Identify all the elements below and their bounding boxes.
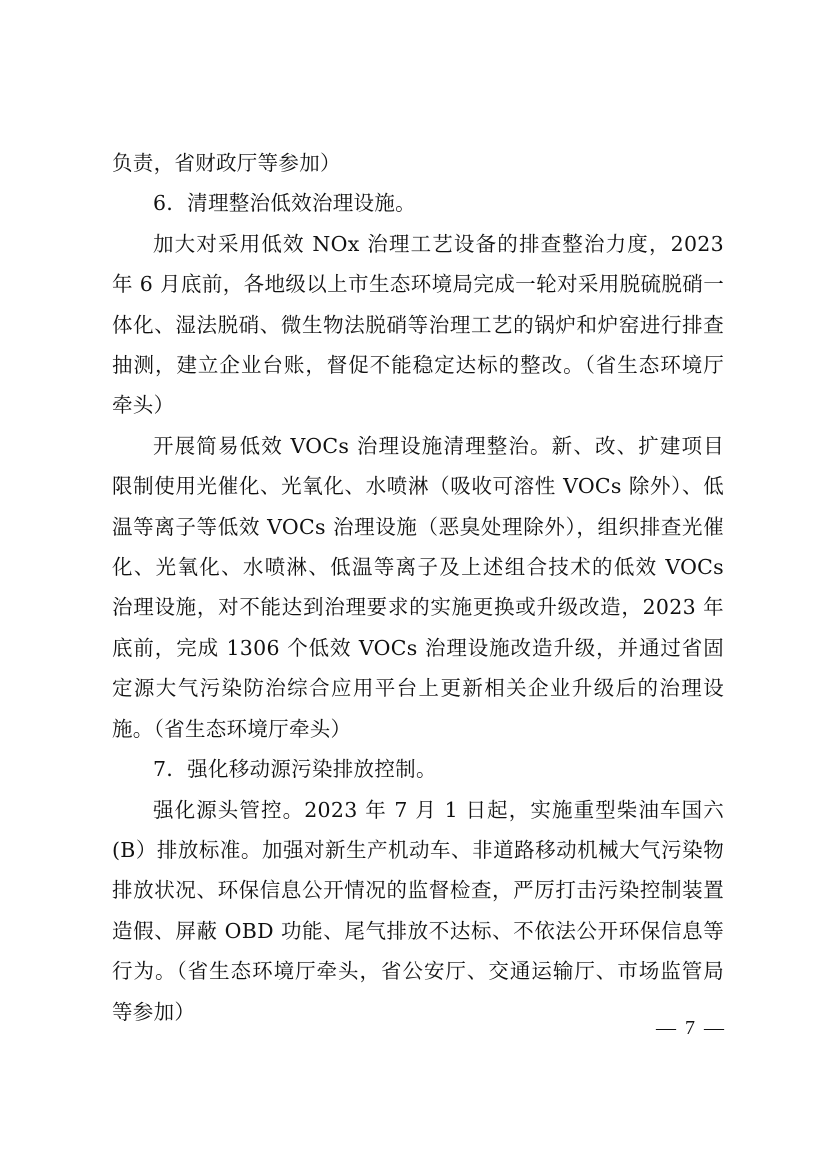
page-number: — 7 —: [656, 1017, 726, 1039]
section-heading-6: 6．清理整治低效治理设施。: [153, 191, 416, 216]
paragraph-continuation: 负责，省财政厅等参加）: [112, 151, 341, 175]
paragraph-source-control: 强化源头管控。2023 年 7 月 1 日起，实施重型柴油车国六(B）排放标准。加强对新生产机动车、非道路移动机械大气污染物排放状况、环保信息公开情况的监督检查，严厉打击污染控制装置造假、屏蔽 OBD 功能、尾气排放不达标、不依法公开环保信息等行为。（省生态环境厅牵头，省公安厅、交通运输厅、市场监管局等参加）: [112, 797, 724, 1024]
document-body: [112, 143, 724, 1032]
paragraph-nox-governance: 加大对采用低效 NOx 治理工艺设备的排查整治力度，2023 年 6 月底前，各地级以上市生态环境局完成一轮对采用脱硫脱硝一体化、湿法脱硝、微生物法脱硝等治理工艺的锅炉和炉窑进行排查抽测，建立企业台账，督促不能稳定达标的整改。（省生态环境厅牵头）: [112, 231, 724, 418]
paragraph-vocs-governance: 开展简易低效 VOCs 治理设施清理整治。新、改、扩建项目限制使用光催化、光氧化、水喷淋（吸收可溶性 VOCs 除外）、低温等离子等低效 VOCs 治理设施（恶臭处理除外），组织排查光催化、光氧化、水喷淋、低温等离子及上述组合技术的低效 VOCs 治理设施，对不能达到治理要求的实施更换或升级改造，2023 年底前，完成 1306 个低效 VOCs 治理设施改造升级，并通过省固定源大气污染防治综合应用平台上更新相关企业升级后的治理设施。（省生态环境厅牵头）: [112, 433, 724, 741]
section-heading-7: 7．强化移动源污染排放控制。: [153, 757, 437, 782]
